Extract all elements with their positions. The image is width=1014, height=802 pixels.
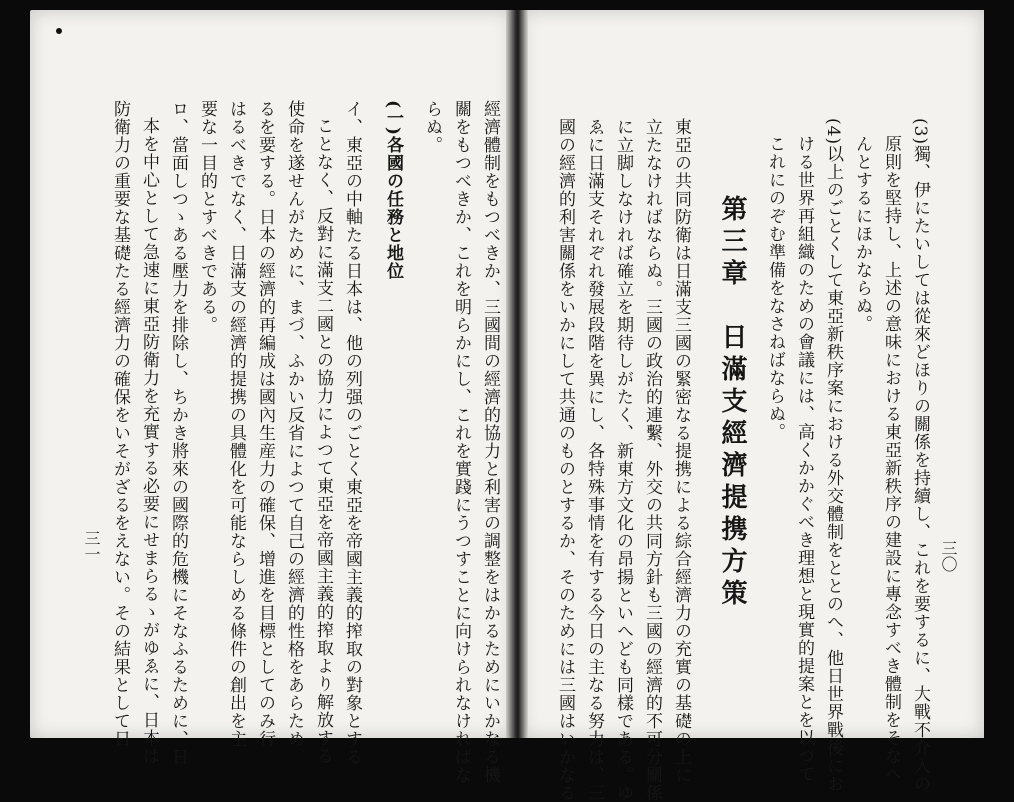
text-line: 立たなければならぬ。三國の政治的連繫、外交の共同方針も三國の經濟的不可分關係 [642, 118, 662, 802]
text-line: 防衛力の重要な基礎たる經濟力の確保をいそがざるをえない。その結果として日 [110, 100, 130, 748]
left-body-text [105, 100, 366, 766]
section-heading: (一)各國の任務と地位 [383, 100, 403, 281]
text-line: 要な一目的とすべきである。 [197, 100, 217, 334]
chapter-heading: 第三章 日滿支經濟提携方策 [717, 195, 747, 611]
text-line: (3)獨、伊にたいしては從來どほりの關係を持續し、これを要するに、大戰不介入の [910, 118, 930, 794]
right-body-text [550, 118, 695, 802]
text-line: ける世界再組織のための會議には、高くかかぐべき理想と現實的提案とを以つて [794, 135, 814, 783]
text-line: 原則を堅持し、上述の意味における東亞新秩序の建設に專念すべき體制をそなへ [881, 135, 901, 783]
text-line: 關をもつべきか、これを明らかにし、これを實踐にうつすことに向けられなければな [451, 100, 471, 784]
scan-speck [56, 28, 62, 34]
text-line: ゑに日滿支それぞれ發展段階を異にし、各特殊事情を有する今日の主なる努力は、三 [584, 118, 604, 802]
text-line: 本を中心として急速に東亞防衛力を充實する必要にせまらるゝがゆゑに、日本は [139, 117, 159, 765]
text-line: 東亞の共同防衛は日滿支三國の緊密なる提携による綜合經濟力の充實の基礎の上に [671, 118, 691, 784]
text-line: 經濟體制をもつべきか、三國間の經濟的協力と利害の調整をはかるためにいかなる機 [480, 100, 500, 784]
text-line: んとするにほかならぬ。 [852, 135, 872, 333]
text-line: はるべきでなく、日滿支の經濟的提携の具體化を可能ならしめる條件の創出を主 [226, 100, 246, 748]
text-line: らぬ。 [422, 100, 442, 154]
text-line: ことなく、反對に滿支二國との協力によつて東亞を帝國主義的搾取より解放する [313, 117, 333, 765]
text-line: ロ、當面しつゝある壓力を排除し、ちかき將來の國際的危機にそなふるために、日 [168, 100, 188, 766]
text-line: るを要する。日本の經濟的再編成は國內生産力の確保、增進を目標としてのみ行 [255, 100, 275, 748]
text-line: に立脚しなければ確立を期待しがたく、新東方文化の昂揚といへども同樣である。ゆ [613, 118, 633, 802]
text-line: これにのぞむ準備をなさねばならぬ。 [765, 135, 785, 441]
text-line: 使命を遂せんがために、まづ、ふかい反省によつて自己の經濟的性格をあらため [284, 100, 304, 748]
right-item-lines [760, 118, 934, 794]
text-line: 國の經濟的利害關係をいかにして共通のものとするか、そのためには三國はいかなる [555, 118, 575, 802]
page-number-left: 三一 [82, 530, 101, 562]
page-number-right: 三〇 [939, 540, 958, 572]
book-gutter [506, 10, 528, 738]
left-continuation-text [417, 100, 504, 784]
text-line: イ、東亞の中軸たる日本は、他の列强のごとく東亞を帝國主義的搾取の對象とする [342, 100, 362, 766]
text-line: (4)以上のごとくして東亞新秩序案における外交體制をととのへ、他日世界戰後にお [823, 118, 843, 794]
